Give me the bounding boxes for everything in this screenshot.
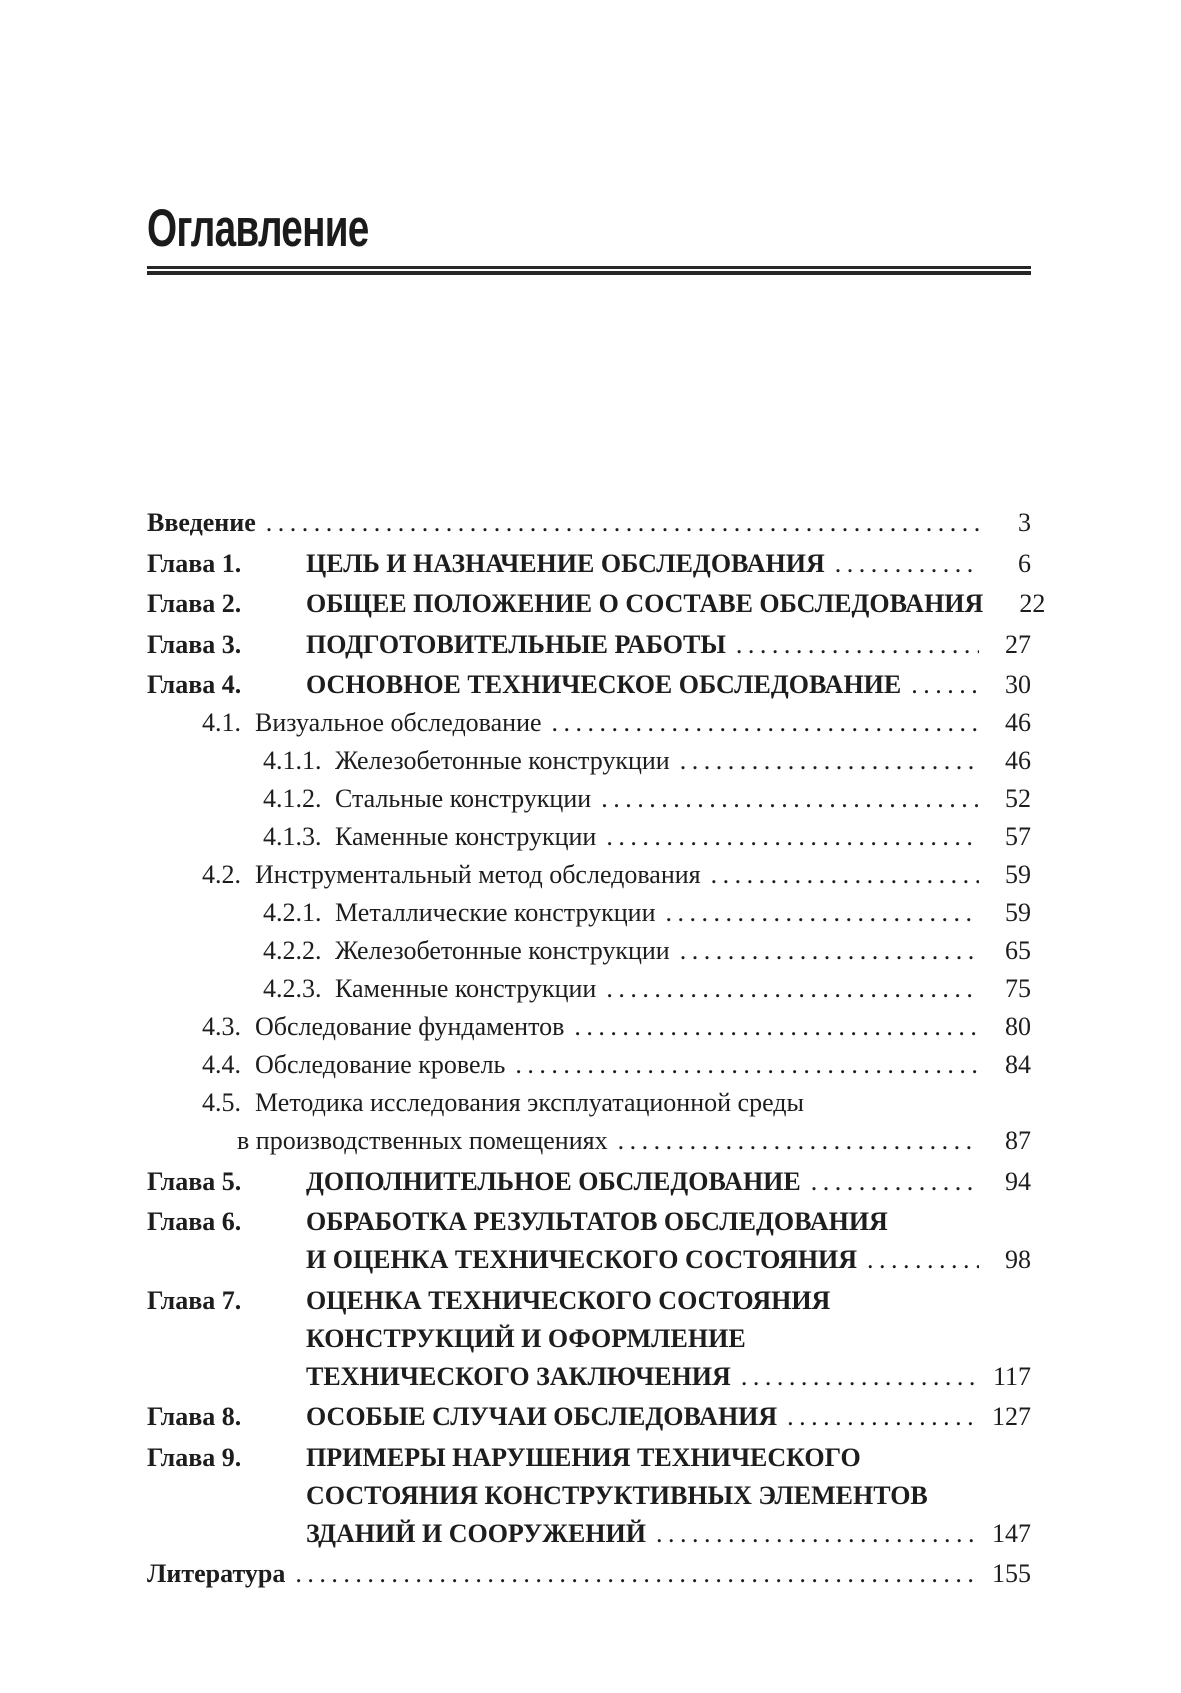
page-number: 80	[1005, 1012, 1031, 1041]
entry-body	[335, 932, 1031, 970]
entry-title-line	[306, 545, 1031, 583]
toc-entry	[147, 1046, 1031, 1084]
entry-title-line: ПРИМЕРЫ НАРУШЕНИЯ ТЕХНИЧЕСКОГО	[306, 1442, 861, 1472]
entry-label: Глава 6.	[147, 1207, 242, 1236]
entry-title-text: Железобетонные конструкции	[335, 746, 670, 775]
entry-title-line	[335, 970, 1031, 1008]
dot-leader	[606, 818, 979, 856]
page-number: 117	[992, 1361, 1031, 1391]
entry-body	[335, 970, 1031, 1008]
dot-leader	[680, 932, 979, 970]
page-number: 147	[992, 1518, 1031, 1548]
page-number: 3	[1018, 508, 1031, 537]
entry-title-line	[335, 742, 1031, 780]
toc-entry	[147, 1163, 1031, 1201]
toc-entry	[147, 1439, 1031, 1553]
entry-body	[306, 1439, 1031, 1553]
entry-title-text: Каменные конструкции	[335, 974, 597, 1003]
entry-title-line	[306, 666, 1031, 704]
entry-label: Глава 3.	[147, 629, 242, 659]
entry-body	[335, 818, 1031, 856]
entry-label: 4.2.2.	[263, 936, 322, 965]
entry-title-line	[335, 894, 1031, 932]
entry-label: Глава 1.	[147, 548, 242, 578]
entry-label: 4.2.1.	[263, 898, 322, 927]
entry-title-text: Литература	[147, 1559, 286, 1588]
dot-leader	[666, 894, 980, 932]
entry-label: 4.2.3.	[263, 974, 322, 1003]
entry-label: 4.2.	[202, 860, 241, 889]
page-header	[147, 199, 1031, 275]
toc-entry	[147, 742, 1031, 780]
entry-title-text: Железобетонные конструкции	[335, 936, 670, 965]
dot-leader	[736, 626, 979, 664]
dot-leader	[601, 780, 979, 818]
page-number: 75	[1005, 974, 1031, 1003]
dot-leader	[787, 1398, 979, 1436]
page-number: 87	[1005, 1126, 1031, 1155]
entry-title-line	[306, 1515, 1031, 1553]
entry-title-text: ОСОБЫЕ СЛУЧАИ ОБСЛЕДОВАНИЯ	[306, 1402, 778, 1431]
toc-entry	[147, 1084, 1031, 1160]
toc-entry	[147, 1398, 1031, 1436]
entry-title-line	[255, 1008, 1031, 1046]
entry-title-text: ЦЕЛЬ И НАЗНАЧЕНИЕ ОБСЛЕДОВАНИЯ	[306, 548, 825, 578]
entry-title-text: Обследование кровель	[255, 1050, 506, 1079]
dot-leader	[741, 1358, 979, 1396]
entry-title-line	[147, 504, 1031, 542]
entry-title-line	[335, 780, 1031, 818]
toc-entry	[147, 704, 1031, 742]
entry-label: Глава 4.	[147, 670, 242, 699]
toc-entry	[147, 1555, 1031, 1593]
page-number: 57	[1005, 822, 1031, 851]
entry-title-line	[306, 585, 1046, 623]
page-number: 84	[1005, 1050, 1031, 1079]
entry-title-text: Стальные конструкции	[335, 784, 592, 813]
entry-title-text: Каменные конструкции	[335, 822, 597, 851]
entry-label: Глава 8.	[147, 1402, 242, 1431]
entry-body	[306, 1398, 1031, 1436]
toc-entry	[147, 894, 1031, 932]
toc-entry	[147, 970, 1031, 1008]
entry-title-text: ДОПОЛНИТЕЛЬНОЕ ОБСЛЕДОВАНИЕ	[306, 1166, 801, 1196]
entry-title-line	[255, 856, 1031, 894]
entry-title-text: ПОДГОТОВИТЕЛЬНЫЕ РАБОТЫ	[306, 629, 726, 659]
page-number: 27	[1005, 629, 1031, 659]
entry-label: 4.5.	[202, 1088, 241, 1117]
entry-title-line	[306, 1398, 1031, 1436]
entry-title-line	[335, 932, 1031, 970]
dot-leader	[295, 1555, 979, 1593]
toc-list	[147, 504, 1046, 1593]
entry-title-text: ТЕХНИЧЕСКОГО ЗАКЛЮЧЕНИЯ	[306, 1361, 731, 1391]
toc-entry	[147, 856, 1031, 894]
entry-title-line: ОЦЕНКА ТЕХНИЧЕСКОГО СОСТОЯНИЯ	[306, 1285, 831, 1315]
page-number: 30	[1005, 670, 1031, 699]
dot-leader	[867, 1241, 979, 1279]
entry-title-text: ОСНОВНОЕ ТЕХНИЧЕСКОЕ ОБСЛЕДОВАНИЕ	[306, 670, 902, 699]
dot-leader	[574, 1008, 979, 1046]
dot-leader	[552, 704, 979, 742]
page-number: 52	[1005, 784, 1031, 813]
dot-leader	[680, 742, 979, 780]
page-number: 155	[992, 1559, 1031, 1588]
toc-entry	[147, 818, 1031, 856]
page-number: 59	[1005, 860, 1031, 889]
entry-title-line	[306, 1358, 1031, 1396]
entry-title-text: Обследование фундаментов	[255, 1012, 565, 1041]
entry-title-text: ОБЩЕЕ ПОЛОЖЕНИЕ О СОСТАВЕ ОБСЛЕДОВАНИЯ	[306, 589, 984, 618]
page-number: 46	[1005, 746, 1031, 775]
entry-label: Глава 7.	[147, 1285, 242, 1315]
dot-leader	[606, 970, 979, 1008]
entry-body	[335, 742, 1031, 780]
entry-label: 4.1.	[202, 708, 241, 737]
entry-title-line: Методика исследования эксплуатационной среды	[255, 1088, 804, 1117]
page-number: 59	[1005, 898, 1031, 927]
dot-leader	[515, 1046, 979, 1084]
entry-body	[306, 1282, 1031, 1396]
entry-body	[306, 585, 1046, 623]
entry-title-line	[255, 1046, 1031, 1084]
dot-leader	[618, 1122, 979, 1160]
dot-leader	[835, 545, 979, 583]
entry-label: 4.1.1.	[263, 746, 322, 775]
dot-leader	[656, 1515, 979, 1553]
entry-body	[335, 894, 1031, 932]
toc-entry	[147, 1203, 1031, 1279]
entry-title-text: Введение	[147, 508, 256, 537]
entry-title-line: СОСТОЯНИЯ КОНСТРУКТИВНЫХ ЭЛЕМЕНТОВ	[306, 1480, 928, 1510]
page-number: 98	[1005, 1245, 1031, 1274]
entry-body	[147, 504, 1031, 542]
entry-title-line: ОБРАБОТКА РЕЗУЛЬТАТОВ ОБСЛЕДОВАНИЯ	[306, 1207, 888, 1236]
entry-body	[147, 1555, 1031, 1593]
entry-title-line	[147, 1555, 1031, 1593]
entry-body	[306, 1203, 1031, 1279]
entry-label: Глава 5.	[147, 1166, 242, 1196]
toc-entry	[147, 626, 1031, 664]
entry-body	[306, 626, 1031, 664]
entry-body	[335, 780, 1031, 818]
entry-label: Глава 9.	[147, 1442, 242, 1472]
entry-title-text: Инструментальный метод обследования	[255, 860, 701, 889]
toc-entry	[147, 545, 1031, 583]
entry-body	[237, 1084, 1031, 1160]
entry-body	[306, 666, 1031, 704]
page-number: 94	[1005, 1166, 1031, 1196]
dot-leader	[911, 666, 979, 704]
entry-title-line	[237, 1122, 1031, 1160]
dot-leader	[266, 504, 979, 542]
toc-entry	[147, 1282, 1031, 1396]
entry-body	[255, 1008, 1031, 1046]
title-double-rule	[147, 266, 1031, 275]
page-number: 22	[1019, 589, 1046, 618]
entry-body	[255, 704, 1031, 742]
entry-body	[255, 1046, 1031, 1084]
toc-entry	[147, 932, 1031, 970]
entry-title-text: в производственных помещениях	[237, 1126, 608, 1155]
dot-leader	[811, 1163, 979, 1201]
entry-label: Глава 2.	[147, 589, 242, 618]
entry-title-line: КОНСТРУКЦИЙ И ОФОРМЛЕНИЕ	[306, 1323, 746, 1353]
entry-title-line	[255, 704, 1031, 742]
entry-body	[306, 1163, 1031, 1201]
page-number: 127	[992, 1402, 1031, 1431]
dot-leader	[711, 856, 979, 894]
page-number: 46	[1005, 708, 1031, 737]
toc-entry	[147, 666, 1031, 704]
entry-title-line	[306, 1163, 1031, 1201]
page-number: 6	[1018, 548, 1031, 578]
toc-entry	[147, 1008, 1031, 1046]
toc-entry	[147, 780, 1031, 818]
entry-title-text: ЗДАНИЙ И СООРУЖЕНИЙ	[306, 1518, 646, 1548]
entry-title-text: И ОЦЕНКА ТЕХНИЧЕСКОГО СОСТОЯНИЯ	[306, 1245, 858, 1274]
entry-title-text: Визуальное обследование	[255, 708, 542, 737]
entry-label: 4.3.	[202, 1012, 241, 1041]
entry-title-line	[306, 626, 1031, 664]
page-number: 65	[1005, 936, 1031, 965]
entry-body	[255, 856, 1031, 894]
entry-body	[306, 545, 1031, 583]
entry-label: 4.4.	[202, 1050, 241, 1079]
entry-title-line	[335, 818, 1031, 856]
entry-title-line	[306, 1241, 1031, 1279]
toc-entry	[147, 504, 1031, 542]
entry-title-text: Металлические конструкции	[335, 898, 656, 927]
page-title: Оглавление	[147, 199, 369, 258]
entry-label: 4.1.3.	[263, 822, 322, 851]
toc-entry	[147, 585, 1046, 623]
entry-label: 4.1.2.	[263, 784, 322, 813]
